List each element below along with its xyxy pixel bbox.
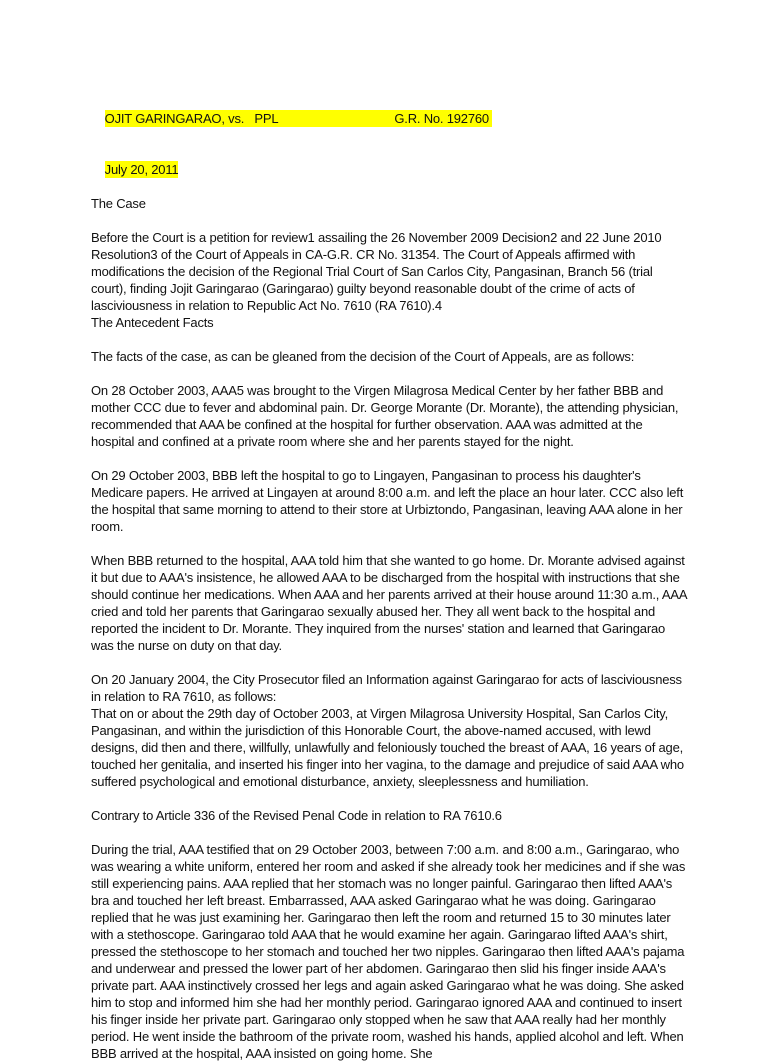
case-date: July 20, 2011 bbox=[104, 162, 179, 177]
paragraph-report: When BBB returned to the hospital, AAA told him that she wanted to go home. Dr. Morante advised against it but due to AAA's insistence, he allowed AAA to be discharged from the hospital with instructions that she should continue her medications. When AAA and her parents arrived at their house around 11:30 a.m., AAA cried and told her parents that Garingarao sexually abused her. They all went back to the hospital and reported the incident to Dr. Morante. They inquired from the nurses' station and learned that Garingarao was the nurse on duty on that day. bbox=[91, 553, 687, 653]
heading-the-case: The Case bbox=[91, 196, 146, 211]
paragraph-petition: Before the Court is a petition for review1 assailing the 26 November 2009 Decision2 and 22 June 2010 Resolution3 of the Court of Appeals in CA-G.R. CR No. 31354. The Court of Appeals affirmed with modifications the decision of the Regional Trial Court of San Carlos City, Pangasinan, Branch 56 (trial court), finding Jojit Garingarao (Garingarao) guilty beyond reasonable doubt of the crime of acts of lasciviousness in relation to Republic Act No. 7610 (RA 7610).4 bbox=[91, 230, 662, 313]
paragraph-contrary: Contrary to Article 336 of the Revised Penal Code in relation to RA 7610.6 bbox=[91, 808, 502, 823]
paragraph-october-29: On 29 October 2003, BBB left the hospital to go to Lingayen, Pangasinan to process his daughter's Medicare papers. He arrived at Lingayen at around 8:00 a.m. and left the place an hour later. CCC also left the hospital that same morning to attend to their store at Urbiztondo, Pangasinan, leaving AAA alone in her room. bbox=[91, 468, 684, 534]
caption-parties: OJIT GARINGARAO, vs. PPL bbox=[104, 111, 279, 126]
case-caption bbox=[91, 93, 688, 144]
paragraph-testimony: During the trial, AAA testified that on 29 October 2003, between 7:00 a.m. and 8:00 a.m., Garingarao, who was wearing a white uniform, entered her room and asked if she already took her medicines and if she was still experiencing pains. AAA replied that her stomach was no longer painful. Garingarao then lifted AAA's bra and touched her left breast. Embarrassed, AAA asked Garingarao what he was doing. Garingarao replied that he was just examining her. Garingarao then left the room and returned 15 to 30 minutes later with a stethoscope. Garingarao told AAA that he would examine her again. Garingarao lifted AAA's shirt, pressed the stethoscope to her stomach and touched her two nipples. Garingarao then lifted AAA's pajama and underwear and pressed the lower part of her abdomen. Garingarao then slid his finger inside AAA's private part. AAA instinctively crossed her legs and again asked Garingarao what he was doing. She asked him to stop and informed him she had her monthly period. Garingarao ignored AAA and continued to insert his finger inside her private part. Garingarao only stopped when he saw that AAA really had her monthly period. He went inside the bathroom of the private room, washed his hands, applied alcohol and left. When BBB arrived at the hospital, AAA insisted on going home. She bbox=[91, 842, 686, 1061]
heading-antecedent-facts: The Antecedent Facts bbox=[91, 315, 214, 330]
paragraph-information: On 20 January 2004, the City Prosecutor filed an Information against Garingarao for acts of lasciviousness in relation to RA 7610, as follows: bbox=[91, 672, 682, 704]
paragraph-accusation: That on or about the 29th day of October 2003, at Virgen Milagrosa University Hospital, San Carlos City, Pangasinan, and within the jurisdiction of this Honorable Court, the above-named accused, with lewd designs, did then and there, willfully, unlawfully and feloniously touched the breast of AAA, 16 years of age, touched her genitalia, and inserted his finger into her vagina, to the damage and prejudice of said AAA who suffered psychological and emotional disturbance, anxiety, sleeplessness and humiliation. bbox=[91, 706, 684, 789]
paragraph-admission: On 28 October 2003, AAA5 was brought to the Virgen Milagrosa Medical Center by her father BBB and mother CCC due to fever and abdominal pain. Dr. George Morante (Dr. Morante), the attending physician, recommended that AAA be confined at the hospital for further observation. AAA was admitted at the hospital and confined at a private room where she and her parents stayed for the night. bbox=[91, 383, 679, 449]
paragraph-facts-intro: The facts of the case, as can be gleaned from the decision of the Court of Appeals, are as follows: bbox=[91, 349, 635, 364]
caption-gr-number: G.R. No. 192760 bbox=[394, 111, 489, 126]
caption-highlight bbox=[105, 110, 492, 127]
case-date-line bbox=[91, 144, 688, 195]
